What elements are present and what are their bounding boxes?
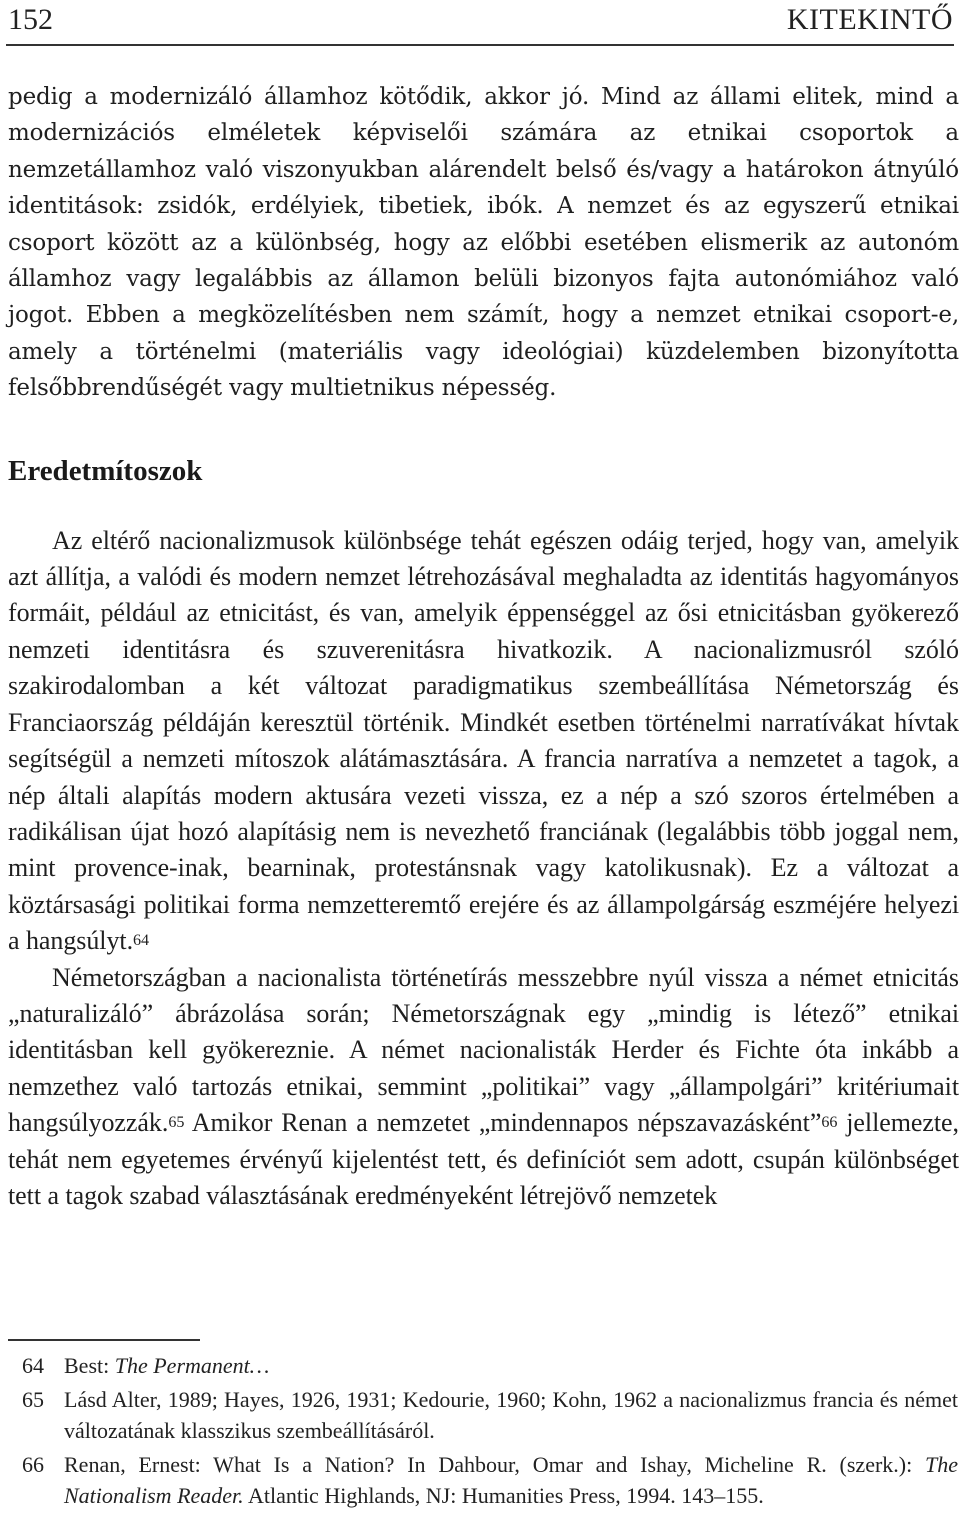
paragraph xyxy=(8,960,959,1215)
footnote xyxy=(22,1449,958,1511)
page-number: 152 xyxy=(8,3,53,36)
header-divider xyxy=(6,44,954,46)
footnote-text xyxy=(64,1449,958,1511)
paragraph xyxy=(8,523,959,960)
page-header xyxy=(8,2,953,42)
footnote-divider xyxy=(8,1339,200,1341)
footnote-plain: Best: xyxy=(64,1353,115,1378)
footnote xyxy=(22,1350,958,1381)
footnote-ref-64[interactable]: 64 xyxy=(133,932,150,950)
footnote-number: 64 xyxy=(22,1353,44,1378)
footnote-plain: Renan, Ernest: What Is a Nation? In Dahbour, Omar and Ishay, Micheline R. (szerk.): xyxy=(64,1452,925,1477)
footnotes xyxy=(22,1350,958,1514)
footnote-ref-66[interactable]: 66 xyxy=(821,1114,838,1132)
footnote-text xyxy=(64,1350,958,1381)
footnote-title: The Nationalism Reader. xyxy=(64,1452,958,1508)
paragraph-text: Németországban a nacionalista történetírás messzebbre nyúl vissza a német etnicitás „naturalizáló” ábrázolása során; Németországnak egy „mindig is létező” etnikai identitásban kell gyökereznie. A német nacionalisták Herder és Fichte óta inkább a nemzethez való tartozás etnikai, semmint „politikai” vagy „állampolgári” kritériumait hangsúlyozzák. xyxy=(8,962,959,1138)
section-heading: Eredetmítoszok xyxy=(8,454,203,487)
paragraph-text: jellemezte, tehát nem egyetemes érvényű kijelentést tett, és definíciót sem adott, csupán különbséget tett a tagok szabad választásának eredményeként létrejövő nemzetek xyxy=(8,1108,959,1210)
paragraph: pedig a modernizáló államhoz kötődik, akkor jó. Mind az állami elitek, mind a modernizációs elméletek képviselői számára az etnikai csoportok a nemzetállamhoz való viszonyukban alárendelt belső és/vagy a határokon átnyúló identitások: zsidók, erdélyiek, tibetiek, ibók. A nemzet és az egyszerű etnikai csoport között az a különbség, hogy az előbbi esetében elismerik az autonóm államhoz vagy legalábbis az államon belüli bizonyos fajta autonómiához való jogot. Ebben a megközelítésben nem számít, hogy a nemzet etnikai csoport-e, amely a történelmi (materiális vagy ideológiai) küzdelemben bizonyította felsőbbrendűségét vagy multietnikus népesség. xyxy=(8,84,959,402)
footnote-number: 66 xyxy=(22,1452,44,1477)
main-text xyxy=(8,79,959,1214)
paragraph-text: Az eltérő nacionalizmusok különbsége tehát egészen odáig terjed, hogy van, amelyik azt állítja, a valódi és modern nemzet létrehozásával meghaladta az identitás hagyományos formáit, például az etnicitást, és van, amelyik éppenséggel az ősi etnicitásban gyökerező nemzeti identitásra és szuverenitásra hivatkozik. A nacionalizmusról szóló szakirodalomban a két változat paradigmatikus szembeállítása Németország és Franciaország példáján keresztül történik. Mindkét esetben történelmi narratívákat hívtak segítségül a nemzeti mítoszok alátámasztására. A francia narratíva a nemzetet a tagok, a nép általi alapítás modern aktusára vezeti vissza, ez a nép a szó szoros értelmében a radikálisan újat hozó alapításig nem is nevezhető franciának (legalábbis több joggal nem, mint provence-inak, bearninak, protestánsnak vagy katolikusnak). Ez a változat a köztársasági politikai forma nemzetteremtő erejére és az állampolgárság eszméjére helyezi a hangsúlyt. xyxy=(8,525,959,956)
footnote-ref-65[interactable]: 65 xyxy=(168,1114,185,1132)
footnote-title: The Permanent… xyxy=(114,1353,270,1378)
footnote-plain: Atlantic Highlands, NJ: Humanities Press, 1994. 143–155. xyxy=(243,1483,764,1508)
footnote-text: Lásd Alter, 1989; Hayes, 1926, 1931; Kedourie, 1960; Kohn, 1962 a nacionalizmus francia és német változatának klasszikus szembeállításáról. xyxy=(64,1387,958,1443)
running-title: KITEKINTŐ xyxy=(786,3,953,36)
footnote xyxy=(22,1384,958,1446)
paragraph-text: Amikor Renan a nemzetet „mindennapos népszavazásként” xyxy=(184,1108,822,1138)
footnote-number: 65 xyxy=(22,1387,44,1412)
